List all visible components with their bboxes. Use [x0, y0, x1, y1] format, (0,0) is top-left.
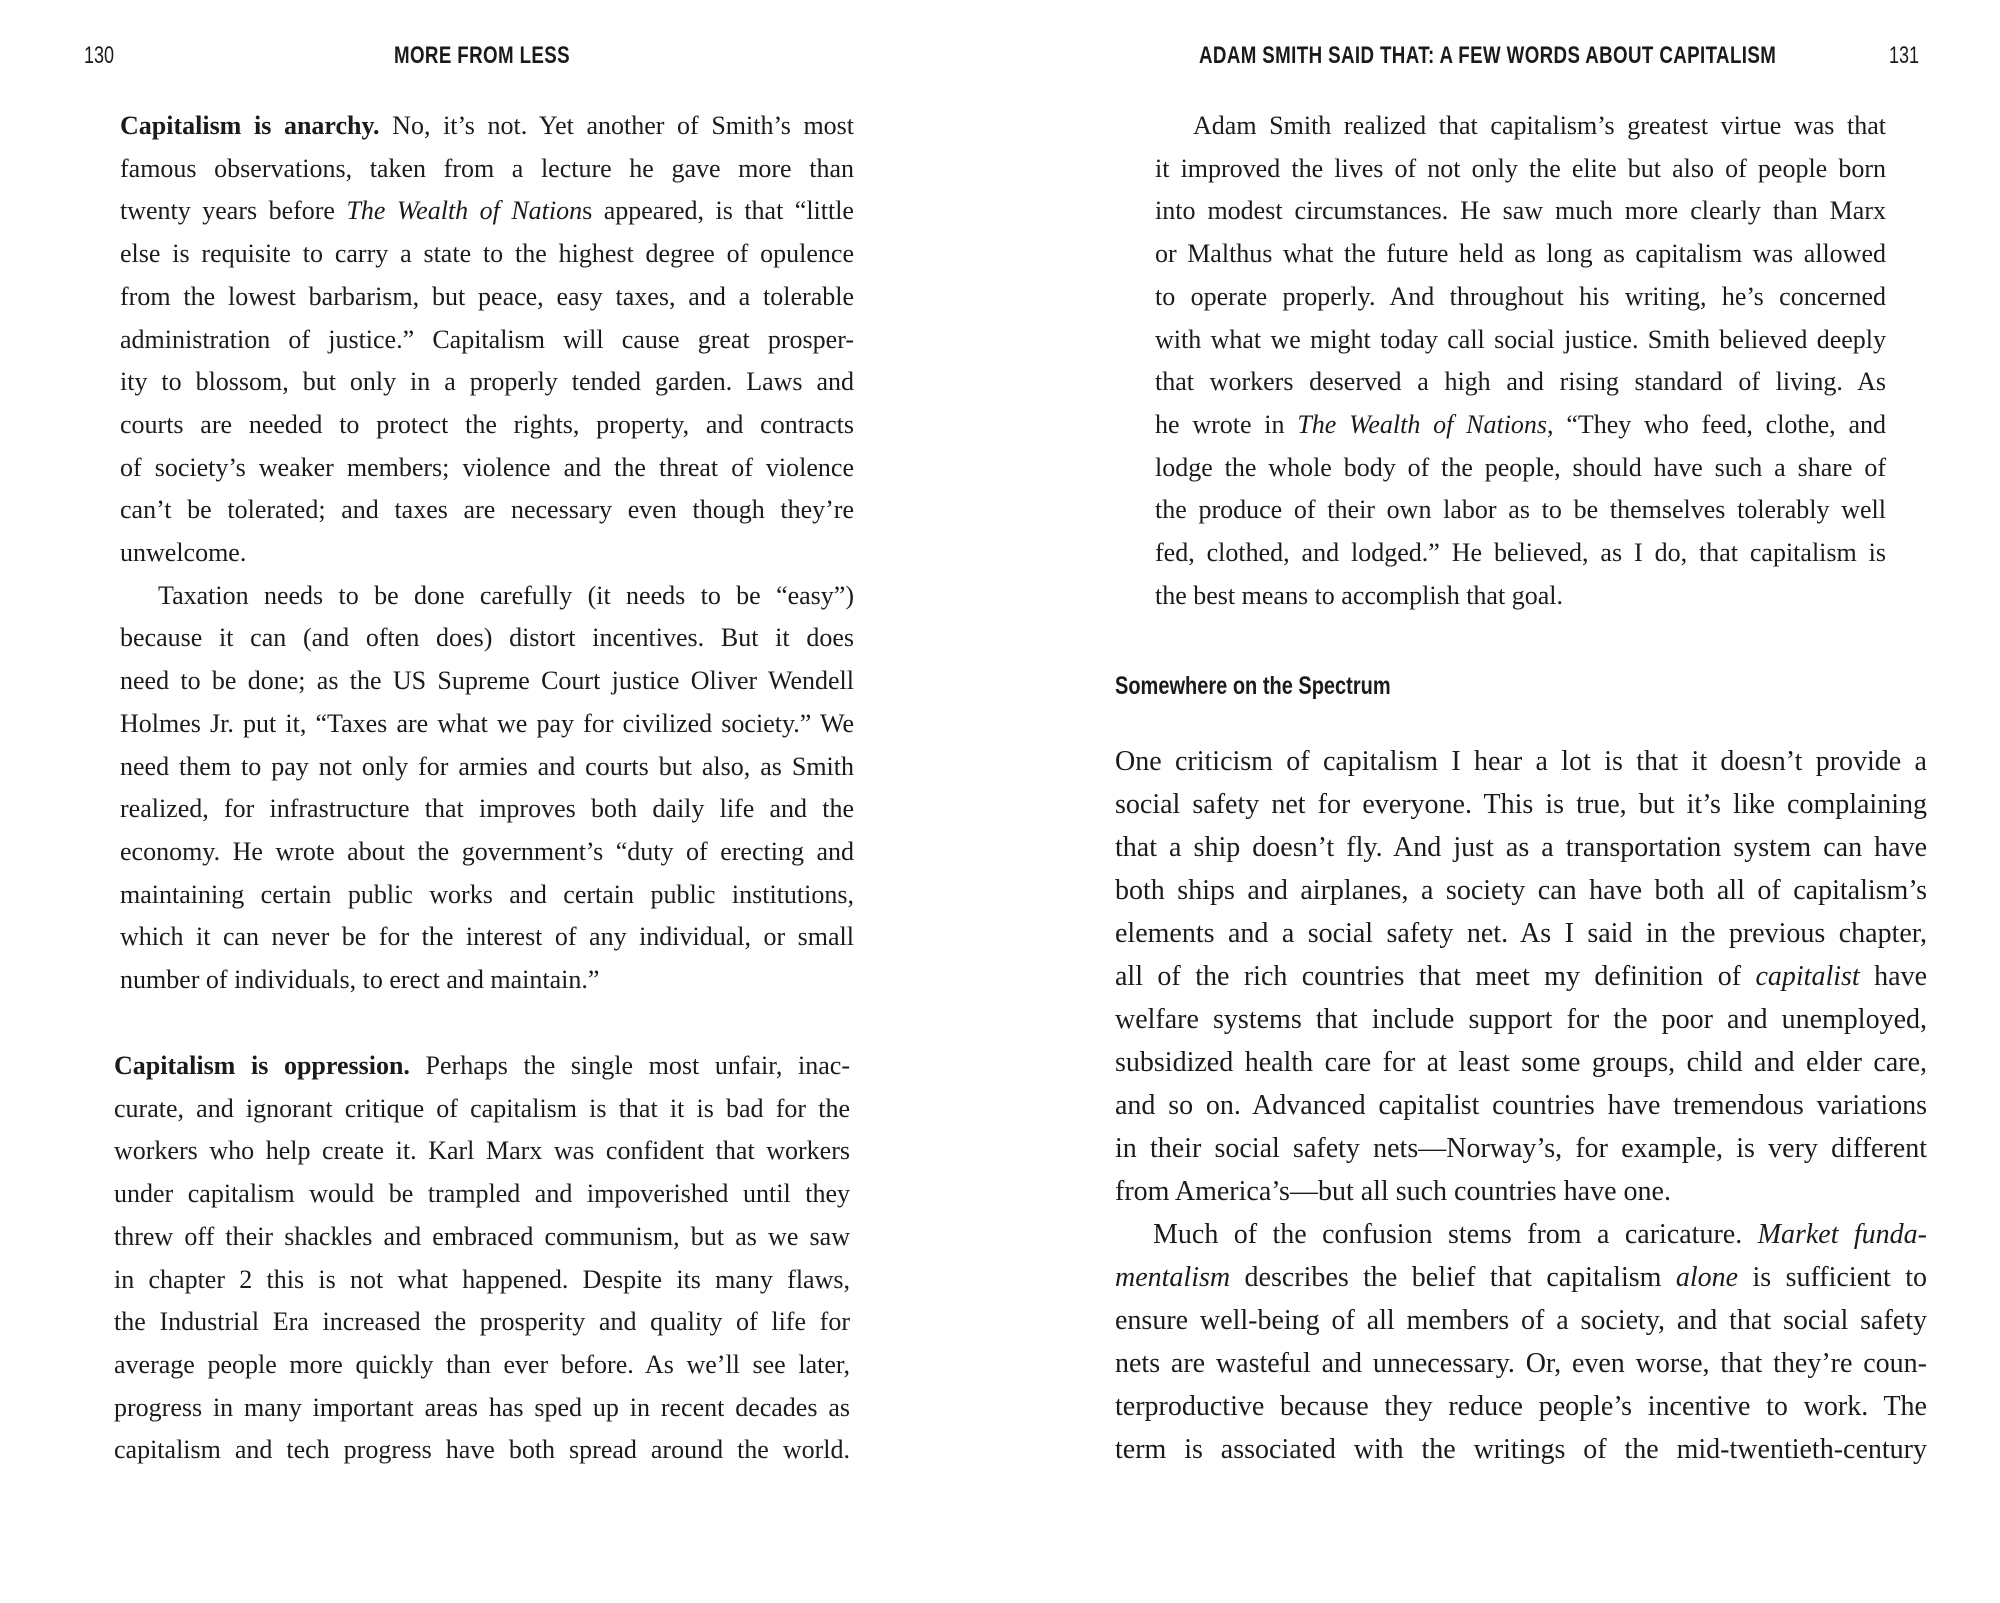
text-run: subsidized health care for at least some groups, child and elder care, [1115, 1047, 1927, 1078]
text-run: Adam Smith realized that capitalism’s greatest virtue was that [1193, 111, 1886, 140]
text-run: all of the rich countries that meet my definition of [1115, 961, 1756, 992]
text-run: workers who help create it. Karl Marx was confident that workers [114, 1136, 850, 1166]
text-run: welfare systems that include support for the poor and unemployed, [1115, 1004, 1927, 1035]
text-run: need to be done; as the US Supreme Court justice Oliver Wendell [120, 666, 854, 696]
text-block [114, 1045, 850, 1472]
text-line [120, 233, 854, 276]
text-run: maintaining certain public works and certain public institutions, [120, 879, 854, 909]
text-line [114, 1088, 850, 1131]
text-run: social safety net for everyone. This is true, but it’s like complaining [1115, 789, 1927, 820]
text-run: threw off their shackles and embraced communism, but as we saw [114, 1221, 850, 1251]
text-run: famous observations, taken from a lecture he gave more than [120, 153, 854, 183]
text-run: terproductive because they reduce people’s incentive to work. The [1115, 1391, 1927, 1422]
text-run: twenty years before [120, 196, 347, 226]
text-line [1115, 1084, 1927, 1127]
text-line [114, 1259, 850, 1302]
text-line [1155, 148, 1886, 191]
text-line [114, 1045, 850, 1088]
text-line [120, 788, 854, 831]
italic-text: The Wealth of Nations [1297, 409, 1548, 439]
text-line [1115, 1041, 1927, 1084]
section-heading: Somewhere on the Spectrum [1115, 672, 1391, 700]
paragraph [1155, 105, 1886, 617]
italic-text: The Wealth of Nation [346, 196, 583, 226]
text-run: ity to blossom, but only in a properly tended garden. Laws and [120, 367, 854, 397]
text-line [120, 617, 854, 660]
page-number: 130 [84, 42, 115, 69]
text-run: have [1859, 961, 1927, 992]
text-run: need them to pay not only for armies and courts but also, as Smith [120, 751, 854, 781]
text-block [120, 105, 854, 1002]
text-run: No, it’s not. Yet another of Smith’s most [379, 111, 855, 140]
paragraph [1115, 740, 1927, 1213]
text-line [114, 1216, 850, 1259]
text-run: describes the belief that capitalism [1230, 1262, 1676, 1293]
text-line [1115, 783, 1927, 826]
text-run: nets are wasteful and unnecessary. Or, even worse, that they’re coun- [1115, 1348, 1927, 1379]
text-line [1115, 1256, 1927, 1299]
text-run: capitalism and tech progress have both spread around the world. [114, 1435, 850, 1465]
text-line [120, 361, 854, 404]
text-line [120, 105, 854, 148]
right-page [1000, 0, 2000, 1603]
text-line [1155, 489, 1886, 532]
text-line [1155, 276, 1886, 319]
text-run: number of individuals, to erect and maintain.” [120, 965, 600, 995]
text-line [120, 276, 854, 319]
text-line [1155, 361, 1886, 404]
text-run: in their social safety nets—Norway’s, for example, is very different [1115, 1133, 1927, 1164]
text-run: from the lowest barbarism, but peace, easy taxes, and a tolerable [120, 281, 854, 311]
text-line [1115, 1213, 1927, 1256]
text-run: lodge the whole body of the people, should have such a share of [1155, 452, 1886, 482]
text-run: progress in many important areas has sped up in recent decades as [114, 1392, 850, 1422]
text-line [1115, 1127, 1927, 1170]
text-run: s appeared, is that “little [582, 196, 854, 226]
text-line [1155, 404, 1886, 447]
text-line [120, 319, 854, 362]
text-run: administration of justice.” Capitalism will cause great prosper- [120, 324, 854, 354]
text-run: into modest circumstances. He saw much more clearly than Marx [1155, 196, 1886, 226]
text-run: unwelcome. [120, 538, 247, 568]
text-run: both ships and airplanes, a society can have both all of capitalism’s [1115, 875, 1927, 906]
text-line [1115, 912, 1927, 955]
text-line [1115, 998, 1927, 1041]
text-line [120, 660, 854, 703]
paragraph [120, 575, 854, 1002]
text-run: of society’s weaker members; violence and the threat of violence [120, 452, 854, 482]
running-head: MORE FROM LESS [394, 42, 571, 69]
italic-text: capitalist [1755, 961, 1860, 992]
text-line [1155, 233, 1886, 276]
italic-text: alone [1675, 1262, 1739, 1293]
text-line [1115, 826, 1927, 869]
text-line [120, 916, 854, 959]
text-run: to operate properly. And throughout his writing, he’s concerned [1155, 281, 1886, 311]
text-line [120, 447, 854, 490]
text-run: elements and a social safety net. As I said in the previous chapter, [1115, 918, 1927, 949]
text-line [1155, 105, 1886, 148]
text-run: else is requisite to carry a state to the highest degree of opulence [120, 239, 854, 269]
text-line [1155, 447, 1886, 490]
text-run: average people more quickly than ever before. As we’ll see later, [114, 1349, 850, 1379]
text-run: One criticism of capitalism I hear a lot is that it doesn’t provide a [1115, 746, 1927, 777]
text-line [1155, 575, 1886, 618]
text-line [1115, 1170, 1927, 1213]
text-line [120, 532, 854, 575]
text-line [120, 190, 854, 233]
text-run: the Industrial Era increased the prosperity and quality of life for [114, 1307, 850, 1337]
text-line [114, 1387, 850, 1430]
text-run: the produce of their own labor as to be themselves tolerably well [1155, 495, 1886, 525]
text-line [120, 404, 854, 447]
text-line [120, 489, 854, 532]
text-line [1155, 190, 1886, 233]
paragraph [120, 105, 854, 575]
text-run: is sufficient to [1738, 1262, 1927, 1293]
text-run: that workers deserved a high and rising standard of living. As [1155, 367, 1886, 397]
text-run: Perhaps the single most unfair, inac- [409, 1051, 850, 1080]
text-run: because it can (and often does) distort incentives. But it does [120, 623, 854, 653]
text-block [1115, 740, 1927, 1471]
text-line [120, 703, 854, 746]
text-line [114, 1301, 850, 1344]
text-line [120, 575, 854, 618]
text-line [120, 746, 854, 789]
text-run: courts are needed to protect the rights, property, and contracts [120, 409, 854, 439]
text-line [1115, 869, 1927, 912]
text-run: with what we might today call social justice. Smith believed deeply [1155, 324, 1886, 354]
running-head: ADAM SMITH SAID THAT: A FEW WORDS ABOUT CAPITALISM [1199, 42, 1777, 69]
text-line [1155, 532, 1886, 575]
text-line [120, 959, 854, 1002]
text-run: in chapter 2 this is not what happened. Despite its many flaws, [114, 1264, 850, 1294]
text-line [1115, 1342, 1927, 1385]
text-run: he wrote in [1155, 409, 1298, 439]
text-line [1115, 1299, 1927, 1342]
text-line [1115, 955, 1927, 998]
text-run: that a ship doesn’t fly. And just as a transportation system can have [1115, 832, 1927, 863]
paragraph [1115, 1213, 1927, 1471]
text-block [1155, 105, 1886, 617]
italic-text: mentalism [1115, 1262, 1231, 1293]
text-run: , “They who feed, clothe, and [1547, 409, 1886, 439]
text-run: can’t be tolerated; and taxes are necessary even though they’re [120, 495, 854, 525]
text-line [1155, 319, 1886, 362]
text-run: term is associated with the writings of the mid-twentieth-century [1115, 1434, 1927, 1465]
text-run: from America’s—but all such countries have one. [1115, 1176, 1671, 1207]
text-line [120, 148, 854, 191]
bold-lead-text: Capitalism is anarchy. [120, 111, 380, 140]
text-line [114, 1173, 850, 1216]
text-run: Taxation needs to be done carefully (it needs to be “easy”) [158, 580, 854, 610]
text-line [120, 831, 854, 874]
italic-text: Market funda- [1757, 1219, 1928, 1250]
text-run: Holmes Jr. put it, “Taxes are what we pay for civilized society.” We [120, 708, 854, 738]
text-run: realized, for infrastructure that improves both daily life and the [120, 794, 854, 824]
text-run: fed, clothed, and lodged.” He believed, as I do, that capitalism is [1155, 538, 1886, 568]
text-run: economy. He wrote about the government’s “duty of erecting and [120, 836, 854, 866]
text-line [114, 1130, 850, 1173]
text-run: Much of the confusion stems from a caricature. [1153, 1219, 1758, 1250]
text-line [120, 874, 854, 917]
text-run: and so on. Advanced capitalist countries have tremendous variations [1115, 1090, 1927, 1121]
text-run: the best means to accomplish that goal. [1155, 580, 1563, 610]
text-line [1115, 1385, 1927, 1428]
text-line [114, 1344, 850, 1387]
paragraph [114, 1045, 850, 1472]
text-line [1115, 740, 1927, 783]
text-run: it improved the lives of not only the elite but also of people born [1155, 153, 1886, 183]
text-run: which it can never be for the interest of any individual, or small [120, 922, 854, 952]
text-line [1115, 1428, 1927, 1471]
text-run: ensure well-being of all members of a society, and that social safety [1115, 1305, 1927, 1336]
bold-lead-text: Capitalism is oppression. [114, 1051, 410, 1080]
text-line [114, 1429, 850, 1472]
text-run: curate, and ignorant critique of capitalism is that it is bad for the [114, 1093, 850, 1123]
text-run: under capitalism would be trampled and impoverished until they [114, 1179, 850, 1209]
text-run: or Malthus what the future held as long as capitalism was allowed [1155, 239, 1886, 269]
page-number: 131 [1889, 42, 1920, 69]
